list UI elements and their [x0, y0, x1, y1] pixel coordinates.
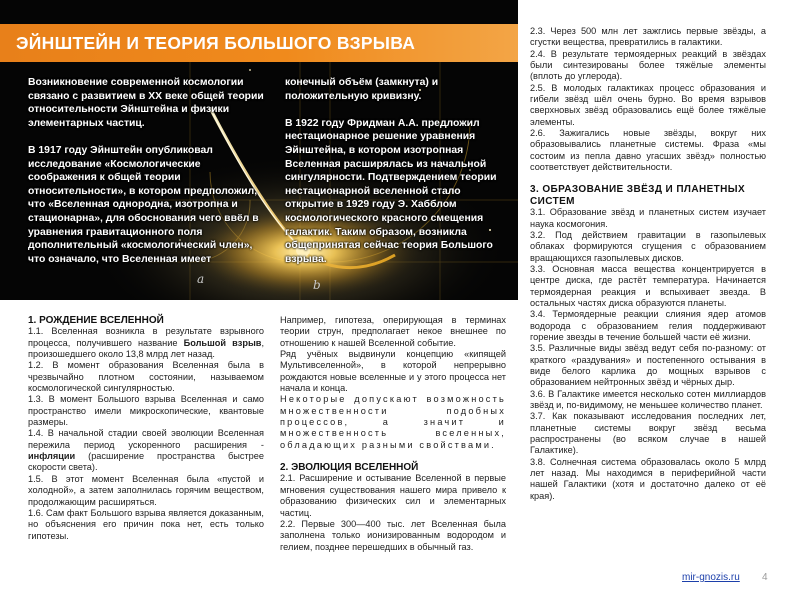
- page-number: 4: [762, 572, 768, 583]
- paragraph: Некоторые допускают возможность множественности подобных процессов, а значит и множественность вселенных, обладающих разными свойствами.: [280, 394, 506, 450]
- paragraph: 1.6. Сам факт Большого взрыва является доказанным, но объяснения его причин пока нет, есть только гипотезы.: [28, 507, 264, 541]
- hero-text-left: [28, 76, 266, 266]
- hero-paragraph: Возникновение современной космологии связано с развитием в ХХ веке общей теории относительности Эйнштейна и физики элементарных частиц.: [28, 77, 264, 129]
- paragraph: 3.7. Как показывают исследования последних лет, планетные системы вокруг звёзд весьма распространены (во всяком случае в нашей Галактике).: [530, 411, 766, 456]
- bold-term: инфляции: [28, 451, 76, 462]
- spacer: [530, 173, 766, 184]
- paragraph: 2.1. Расширение и остывание Вселенной в первые мгновения существования нашего мира привело к образованию физических сил и элементарных частиц.: [280, 473, 506, 518]
- text-run: , произошедшего около 13,8 млрд лет назад.: [28, 337, 265, 360]
- text-run: 1.4. В начальной стадии своей эволюции Вселенная пережила период ускоренного расширения -: [28, 428, 264, 450]
- hero-paragraph: В 1922 году Фридман А.А. предложил нестационарное решение уравнения Эйнштейна, в котором изотропная Вселенная расширялась из начальной сингулярности. Подтверждением теории нестационарной вселенной стало открытие в 1929 году Э. Хабблом космологического красного смещения галактик. Таким образом, возникла общепринятая сейчас теория Большого взрыва.: [285, 117, 497, 265]
- paragraph: 2.6. Зажигались новые звёзды, вокруг них образовывались планетные системы. Фраза «мы состоим из пепла давно угасших звёзд» полностью соответствует действительности.: [530, 128, 766, 173]
- column-birth-of-universe: [28, 315, 264, 542]
- paragraph: Ряд учёных выдвинули концепцию «кипящей Мультивселенной», в которой непрерывно рождаются новые вселенные и у этого процесса нет начала и конца.: [280, 349, 506, 394]
- section-heading: 1. РОЖДЕНИЕ ВСЕЛЕННОЙ: [28, 315, 164, 326]
- hero-image: [0, 0, 518, 300]
- paragraph: [28, 428, 264, 473]
- text-run: (расширение пространства быстрее скорости света).: [28, 451, 264, 473]
- page-title: ЭЙНШТЕЙН И ТЕОРИЯ БОЛЬШОГО ВЗРЫВА: [16, 32, 416, 53]
- hero-paragraph: В 1917 году Эйнштейн опубликовал исследование «Космологические соображения к общей теории относительности», в котором предположил, что «Вселенная однородна, изотропна и стационарна», для обоснования чего ввёл в уравнения гравитационного поля дополнительный «космологический член», что означало, что Вселенная имеет: [28, 144, 259, 265]
- hero-paragraph: конечный объём (замкнута) и положительную кривизну.: [285, 77, 439, 102]
- paragraph: 3.2. Под действием гравитации в газопылевых облаках формируются сгущения с образованием вращающихся газопылевых дисков.: [530, 229, 766, 263]
- diagram-label-a: a: [197, 272, 205, 286]
- paragraph: 2.2. Первые 300—400 тыс. лет Вселенная была заполнена только ионизированным водородом и гелием, позднее перешедших в обычный газ.: [280, 518, 506, 552]
- paragraph: 3.1. Образование звёзд и планетных систем изучает наука космогония.: [530, 207, 766, 229]
- paragraph: Например, гипотеза, оперирующая в терминах теории струн, предполагает некое внешнее по отношению к нашей Вселенной событие.: [280, 315, 506, 348]
- hero-text-right: [285, 76, 507, 266]
- paragraph: 1.2. В момент образования Вселенная была в чрезвычайно плотном состоянии, называемом космологической сингулярностью.: [28, 360, 264, 394]
- paragraph: 1.5. В этот момент Вселенная была «пустой и холодной», а затем заполнилась горячим веществом, продолжающим расширяться.: [28, 473, 264, 507]
- bold-term: Большой взрыв: [183, 337, 262, 348]
- paragraph: 3.4. Термоядерные реакции слияния ядер атомов водорода с образованием гелия поддерживают горение звезды в течение большей части её жизни.: [530, 309, 766, 342]
- paragraph: [28, 326, 264, 360]
- paragraph: 3.6. В Галактике имеется несколько сотен миллиардов звёзд и, по-видимому, не меньшее количество планет.: [530, 388, 766, 410]
- spacer: [280, 451, 506, 462]
- paragraph: 3.8. Солнечная система образовалась около 5 млрд лет назад. Мы находимся в периферийной части нашей Галактики (хотя и достаточно далеко от её края).: [530, 456, 766, 501]
- diagram-label-b: b: [313, 278, 321, 292]
- column-hypotheses-evolution: [280, 315, 506, 553]
- paragraph: 3.5. Различные виды звёзд ведут себя по-разному: от краткого «раздувания» и постепенного остывания в виде белого карлика до мощных взрывов с образованием нейтронных звёзд и чёрных дыр.: [530, 343, 766, 388]
- paragraph: 2.5. В молодых галактиках процесс образования и гибели звёзд шёл очень бурно. Во время взрывов сверхновых звёзд образовались ещё более тяжёлые элементы.: [530, 82, 766, 127]
- text-run: 1.1. Вселенная возникла в результате взрывного процесса, получившего название: [28, 326, 264, 348]
- site-link[interactable]: mir-gnozis.ru: [682, 572, 740, 583]
- section-heading: 3. ОБРАЗОВАНИЕ ЗВЁЗД И ПЛАНЕТНЫХ СИСТЕМ: [530, 184, 746, 207]
- section-heading: 2. ЭВОЛЮЦИЯ ВСЕЛЕННОЙ: [280, 462, 419, 474]
- paragraph: 2.4. В результате термоядерных реакций в звёздах были синтезированы более тяжёлые элементы (вплоть до углерода).: [530, 48, 766, 82]
- paragraph: 1.3. В момент Большого взрыва Вселенная и само пространство имели микроскопические, квантовые размеры.: [28, 394, 264, 428]
- title-bar: [0, 24, 518, 62]
- paragraph: 2.3. Через 500 млн лет зажглись первые звёзды, а сгустки вещества, превратились в галактики.: [530, 26, 766, 48]
- column-stars-planets: [530, 26, 766, 502]
- paragraph: 3.3. Основная масса вещества концентрируется в центре диска, где растёт температура. Начинается термоядерная реакция и вспыхивает звезда. В остальных частях диска образуются планеты.: [530, 263, 766, 308]
